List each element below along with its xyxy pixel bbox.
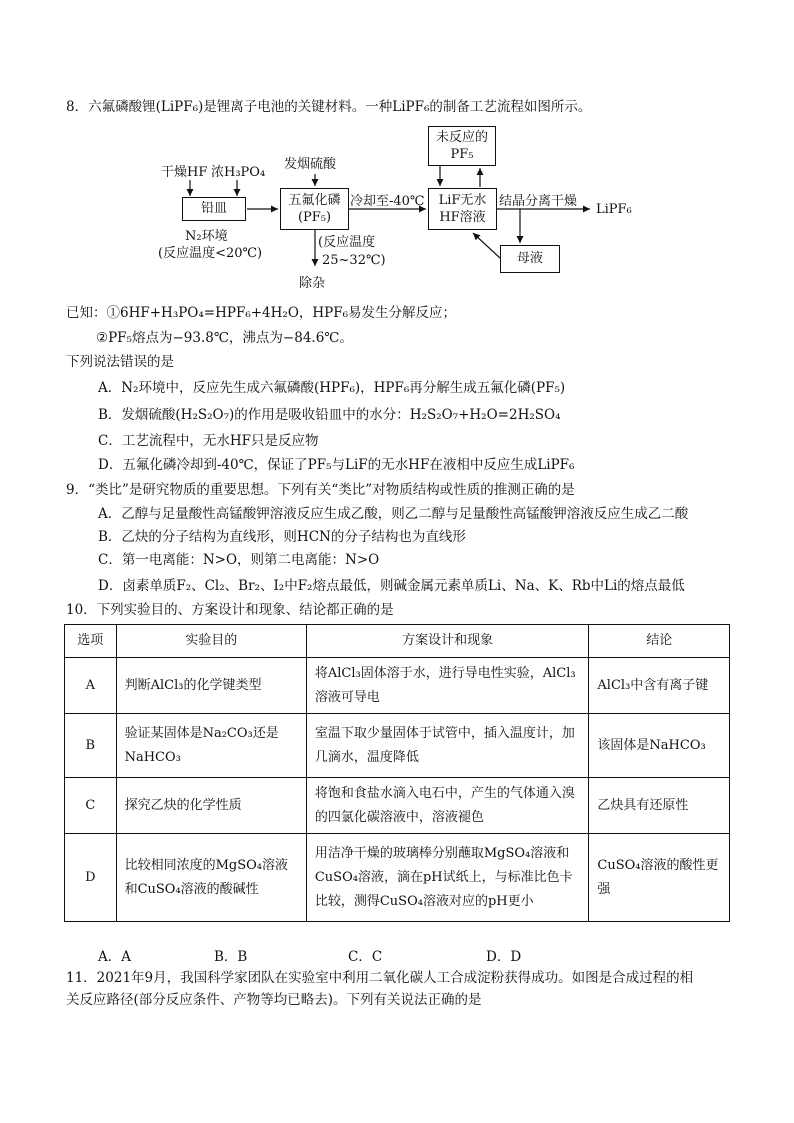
label-cooling: 冷却至-40℃ <box>350 194 425 209</box>
flow-arrows <box>0 0 794 300</box>
box-unreacted-pf5 <box>428 126 496 166</box>
cell-design: 将饱和食盐水滴入电石中，产生的气体通入溴的四氯化碳溶液中，溶液褪色 <box>306 778 589 834</box>
q8-known-label: 已知： <box>66 305 107 321</box>
q8-known-2: ②PF₅熔点为−93.8℃，沸点为−84.6℃。 <box>96 330 353 346</box>
box-lead-dish: 铅皿 <box>182 197 246 221</box>
cell-design: 将AlCl₃固体溶于水，进行导电性实验，AlCl₃溶液可导电 <box>306 658 589 714</box>
cell-purpose: 探究乙炔的化学性质 <box>116 778 306 834</box>
cell-purpose: 比较相同浓度的MgSO₄溶液和CuSO₄溶液的酸碱性 <box>116 834 306 922</box>
q8-question: 下列说法错误的是 <box>66 354 174 370</box>
q10-answer-d: D．D <box>486 949 522 965</box>
table-row <box>65 778 730 834</box>
header-design: 方案设计和现象 <box>306 625 589 658</box>
cell-conclusion: 乙炔具有还原性 <box>589 778 730 834</box>
cell-design: 室温下取少量固体于试管中，插入温度计，加几滴水，温度降低 <box>306 714 589 778</box>
cell-conclusion: CuSO₄溶液的酸性更强 <box>589 834 730 922</box>
header-option: 选项 <box>65 625 117 658</box>
cell-design: 用洁净干燥的玻璃棒分别蘸取MgSO₄溶液和CuSO₄溶液，滴在pH试纸上，与标准比色卡比较，测得CuSO₄溶液对应的pH更小 <box>306 834 589 922</box>
box-pf5 <box>280 188 349 230</box>
q10-answer-c: C．C <box>348 949 383 965</box>
q9-option-b: B．乙炔的分子结构为直线形，则HCN的分子结构也为直线形 <box>98 529 466 545</box>
table-row <box>65 714 730 778</box>
q8-stem: 8．六氟磷酸锂(LiPF₆)是锂离子电池的关键材料。一种LiPF₆的制备工艺流程如图所示。 <box>66 99 592 115</box>
cell-conclusion: AlCl₃中含有离子键 <box>589 658 730 714</box>
cell-option: C <box>65 778 117 834</box>
box-unreacted-line2: PF₅ <box>450 147 474 162</box>
q8-option-c: C．工艺流程中，无水HF只是反应物 <box>98 433 319 449</box>
label-crystal-step: 结晶分离干燥 <box>499 194 578 209</box>
q8-option-b: B．发烟硫酸(H₂S₂O₇)的作用是吸收铅皿中的水分：H₂S₂O₇+H₂O=2H₂SO₄ <box>98 407 561 423</box>
label-remove-impurity: 除杂 <box>299 276 326 291</box>
label-product: LiPF₆ <box>596 202 632 217</box>
q11-stem-line2: 关反应路径(部分反应条件、产物等均已略去)。下列有关说法正确的是 <box>66 992 482 1008</box>
box-lif-hf-solution <box>428 188 497 230</box>
label-n2-env: N₂环境 <box>185 229 228 244</box>
cell-option: A <box>65 658 117 714</box>
q8-known <box>66 304 456 322</box>
cell-option: B <box>65 714 117 778</box>
cell-purpose: 验证某固体是Na₂CO₃还是NaHCO₃ <box>116 714 306 778</box>
box-lif-line2: HF溶液 <box>439 210 486 225</box>
arrow-mother-to-lif <box>473 233 500 258</box>
table-row <box>65 658 730 714</box>
q10-stem: 10．下列实验目的、方案设计和现象、结论都正确的是 <box>66 602 394 618</box>
label-reaction-temp-2-line1: (反应温度 <box>318 235 376 250</box>
cell-purpose: 判断AlCl₃的化学键类型 <box>116 658 306 714</box>
q9-option-a: A．乙醇与足量酸性高锰酸钾溶液反应生成乙酸，则乙二醇与足量酸性高锰酸钾溶液反应生成乙二酸 <box>98 506 689 522</box>
label-h3po4: 浓H₃PO₄ <box>211 165 266 180</box>
header-purpose: 实验目的 <box>116 625 306 658</box>
q9-option-c: C．第一电离能：N>O，则第二电离能：N>O <box>98 552 380 568</box>
table-header-row <box>65 625 730 658</box>
box-lif-line1: LiF无水 <box>438 193 487 208</box>
q8-option-d: D．五氟化磷冷却到-40℃，保证了PF₅与LiF的无水HF在液相中反应生成LiPF₆ <box>98 457 575 473</box>
label-dry-hf: 干燥HF <box>161 165 208 180</box>
label-fuming-sulfuric: 发烟硫酸 <box>284 157 337 172</box>
cell-conclusion: 该固体是NaHCO₃ <box>589 714 730 778</box>
q11-stem-line1: 11．2021年9月，我国科学家团队在实验室中利用二氧化碳人工合成淀粉获得成功。如图是合成过程的相 <box>66 970 694 986</box>
q8-known-1: ①6HF+H₃PO₄=HPF₆+4H₂O，HPF₆易发生分解反应； <box>106 305 457 321</box>
box-pf5-line1: 五氟化磷 <box>288 193 341 208</box>
cell-option: D <box>65 834 117 922</box>
label-reaction-temp-1: (反应温度<20℃) <box>158 246 263 261</box>
q10-table <box>64 624 730 922</box>
box-pf5-line2: (PF₅) <box>297 210 332 225</box>
q10-answer-a: A．A <box>98 949 131 965</box>
q10-answer-b: B．B <box>214 949 248 965</box>
header-conclusion: 结论 <box>589 625 730 658</box>
table-row <box>65 834 730 922</box>
box-unreacted-line1: 未反应的 <box>435 130 488 145</box>
q9-option-d: D．卤素单质F₂、Cl₂、Br₂、I₂中F₂熔点最低，则碱金属元素单质Li、Na、K、Rb中Li的熔点最低 <box>98 578 685 594</box>
q8-option-a: A．N₂环境中，反应先生成六氟磷酸(HPF₆)，HPF₆再分解生成五氟化磷(PF₅) <box>98 380 566 396</box>
q9-stem: 9．“类比”是研究物质的重要思想。下列有关“类比”对物质结构或性质的推测正确的是 <box>66 482 575 498</box>
label-reaction-temp-2-line2: 25~32℃) <box>322 253 386 268</box>
box-mother-liquor: 母液 <box>500 245 560 273</box>
